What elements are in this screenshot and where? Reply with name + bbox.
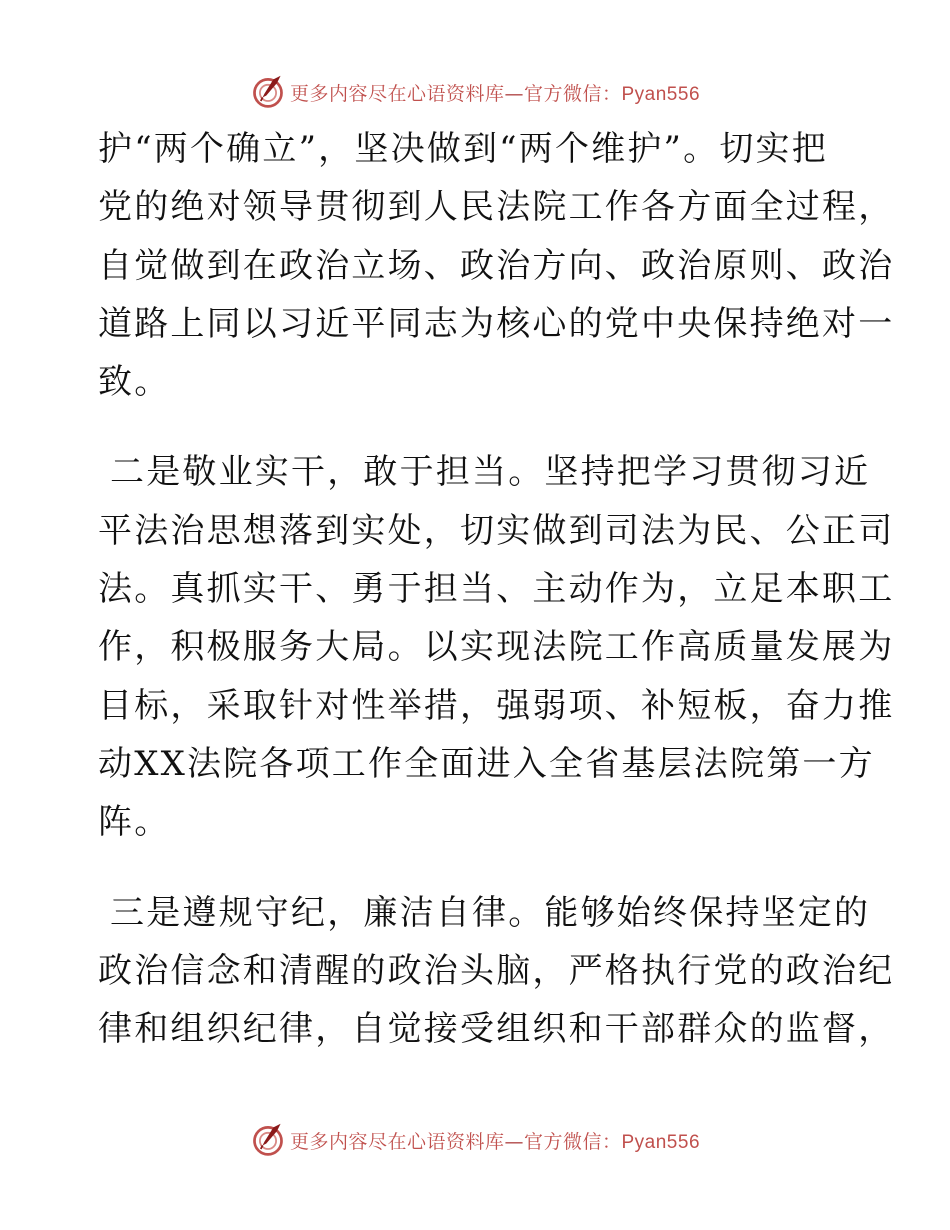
text-line: 道路上同以习近平同志为核心的党中央保持绝对一 — [98, 303, 895, 344]
text-line: 作，积极服务大局。以实现法院工作高质量发展为 — [98, 627, 895, 668]
document-body — [98, 120, 895, 1058]
watermark-text — [290, 79, 700, 106]
pen-logo-icon — [250, 1122, 286, 1158]
text-line: 致。 — [98, 362, 171, 403]
text-line: 三是遵规守纪，廉洁自律。能够始终保持坚定的 — [110, 892, 871, 933]
watermark-account: Pyan556 — [621, 83, 701, 105]
watermark-label: 官方微信： — [523, 1130, 622, 1153]
text-line: 护“两个确立”，坚决做到“两个维护”。切实把 — [98, 129, 828, 169]
text-line: 目标，采取针对性举措，强弱项、补短板，奋力推 — [98, 685, 895, 726]
text-line: 平法治思想落到实处，切实做到司法为民、公正司 — [98, 510, 895, 551]
text-line: 法。真抓实干、勇于担当、主动作为，立足本职工 — [98, 569, 895, 610]
footer-watermark — [0, 1120, 950, 1160]
text-line: 二是敬业实干，敢于担当。坚持把学习贯彻习近 — [110, 452, 871, 493]
watermark-brand: 更多内容尽在心语资料库 — [289, 1130, 505, 1153]
text-line: 政治信念和清醒的政治头脑，严格执行党的政治纪 — [98, 950, 895, 991]
watermark-label: 官方微信： — [523, 82, 622, 105]
header-watermark — [0, 72, 950, 112]
paragraph-2 — [98, 443, 895, 851]
text-line: 阵。 — [98, 802, 171, 843]
watermark-dash: — — [504, 1130, 524, 1153]
pen-logo-icon — [250, 74, 286, 110]
text-line: 自觉做到在政治立场、政治方向、政治原则、政治 — [98, 245, 895, 286]
watermark-dash: — — [504, 82, 524, 105]
text-line: 律和组织纪律，自觉接受组织和干部群众的监督， — [98, 1009, 895, 1050]
text-line: 动XX法院各项工作全面进入全省基层法院第一方 — [98, 743, 875, 784]
watermark-account: Pyan556 — [621, 1131, 701, 1153]
watermark-brand: 更多内容尽在心语资料库 — [289, 82, 505, 105]
watermark-text — [290, 1127, 700, 1154]
paragraph-1 — [98, 120, 895, 411]
text-line: 党的绝对领导贯彻到人民法院工作各方面全过程， — [98, 187, 895, 228]
paragraph-3 — [98, 884, 895, 1059]
